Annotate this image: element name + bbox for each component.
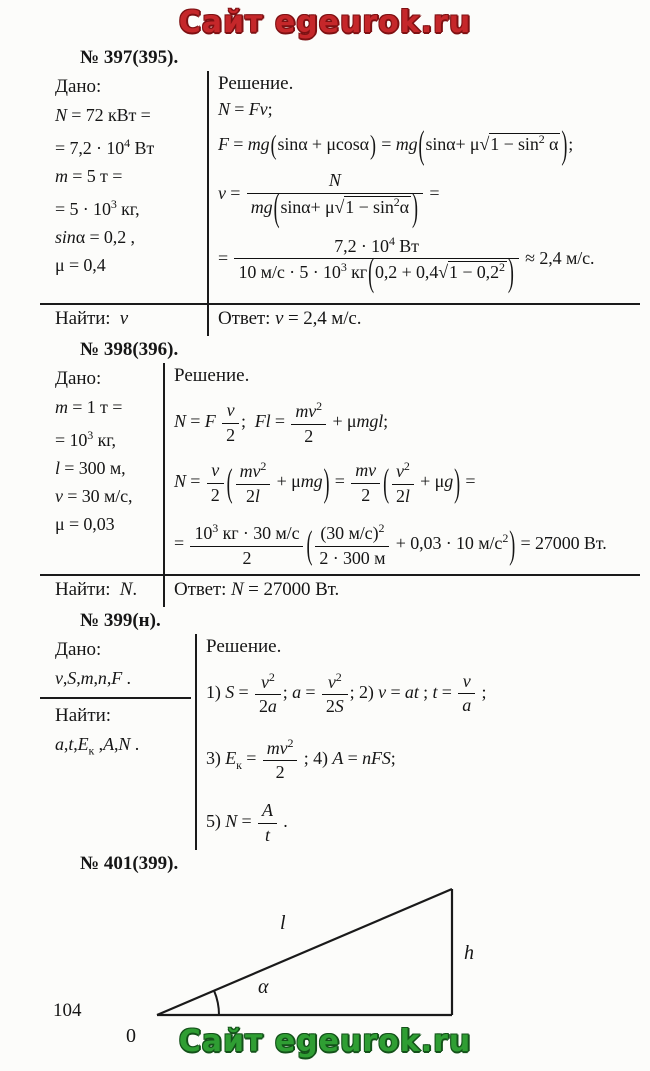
height-label: h xyxy=(464,942,474,965)
hypotenuse-label: l xyxy=(280,912,286,935)
formula-line: 1) S = $\frac{v^2}{2a}$ ; a = $\frac{v^2}{2S}$ ; 2) v = at ; t = $\frac{v}{a}$ ; xyxy=(206,669,487,717)
site-footer-text: Сайт egeurok.ru xyxy=(178,1024,472,1059)
problem-399-body xyxy=(40,634,640,851)
otvet-text: Ответ: N = 27000 Вт. xyxy=(163,576,640,607)
formula-line: 5) N = $\frac{A}{t}$ . xyxy=(206,799,288,845)
problem-397-number: № 397(395). xyxy=(80,47,179,68)
problem-399-solution-column xyxy=(195,634,640,851)
triangle-hypotenuse-line xyxy=(157,889,452,1015)
given-line: = $7,2 \cdot 10^4$ Вт xyxy=(55,136,155,158)
problem-398-result-row xyxy=(40,574,640,607)
given-line: m = 1 т = xyxy=(55,397,123,417)
problem-398-solution-column xyxy=(163,363,640,574)
angle-arc xyxy=(214,991,219,1015)
formula-line: = $10^3$ кг · 30 м/с 2 ( (30 м/с)$^2$ 2 · 300 м + 0,03 · 10 $м/с^2) = 27000$ Вт. xyxy=(174,521,607,568)
nayti-label: Найти: xyxy=(55,704,112,726)
formula-line: N = Fv; xyxy=(218,99,273,119)
otvet-text: Ответ: v = 2,4 м/с. xyxy=(207,305,640,336)
problem-398-body xyxy=(40,363,640,574)
angle-label: α xyxy=(258,976,269,999)
problem-401-number: № 401(399). xyxy=(80,853,179,875)
given-line: m = 5 т = xyxy=(55,166,123,186)
formula-line: v = $\frac{N}{mg(\sin\alpha+ \mu√1 - \sin^2\alpha )}$ = xyxy=(218,170,440,229)
origin-label: 0 xyxy=(126,1025,136,1048)
problem-398-given-column xyxy=(40,363,163,574)
problem-399-given-column xyxy=(40,634,195,851)
given-line: v,S,m,n,F . xyxy=(55,667,131,688)
nayti-text: Найти: v xyxy=(55,308,129,329)
nayti-text: Найти: N. xyxy=(55,578,138,600)
given-line: N = 72 кВт = xyxy=(55,105,151,125)
formula-line: $F = mg(\sin\alpha + \mu\cos\alpha) = mg(\sin\alpha+ \mu√1 - \sin^2 \alpha$ ); xyxy=(218,123,574,167)
reshenie-label: Решение. xyxy=(206,635,282,657)
site-header-text: Сайт egeurok.ru xyxy=(178,5,472,40)
given-divider-line xyxy=(40,697,191,699)
page-number: 104 xyxy=(53,1000,82,1021)
problem-398-number: № 398(396). xyxy=(80,339,179,360)
dano-label: Дано: xyxy=(55,76,102,97)
given-line: l = 300 м, xyxy=(55,458,126,478)
problem-397-result-row xyxy=(40,303,640,336)
given-line: = $10^3$ кг, xyxy=(55,428,116,450)
problem-397-solution-column xyxy=(207,71,640,303)
given-line: μ = 0,4 xyxy=(55,255,106,275)
page-content xyxy=(40,44,640,1054)
formula-line: N = $\frac{v}{2}$ ( $\frac{mv^2}{2l}$ + μmg) = $\frac{mv}{2}$ ( $\frac{v^2}{2l}$ + μg) = xyxy=(174,459,476,506)
problem-397-given-column xyxy=(40,71,207,303)
dano-label: Дано: xyxy=(55,638,102,660)
formula-line: 3) $E_к$ = $\frac{mv^2}{2}$ ; 4) A = nFS; xyxy=(206,735,396,783)
problem-397-body xyxy=(40,71,640,303)
formula-line: N = F $\frac{v}{2}$ ; Fl = $\frac{mv^2}{2}$ + μmgl; xyxy=(174,399,389,446)
nayti-line: $a,t,E_к$ ,A,N . xyxy=(55,733,140,758)
given-line: sinα = 0,2 , xyxy=(55,227,135,247)
problem-399-number: № 399(н). xyxy=(80,609,161,631)
reshenie-label: Решение. xyxy=(174,365,250,386)
dano-label: Дано: xyxy=(55,368,102,389)
formula-line: = $7,2 \cdot 10^4$ Вт 10 $м/с \cdot 5 \cdot 10^3$ $кг(0,2 + 0,4√1 - 0,2^2$ ) ≈ 2,4 м/с. xyxy=(218,233,595,294)
given-line: μ = 0,03 xyxy=(55,514,115,534)
given-line: v = 30 м/с, xyxy=(55,486,133,506)
given-line: = $5 \cdot 10^3$ кг, xyxy=(55,197,140,219)
reshenie-label: Решение. xyxy=(218,73,294,94)
